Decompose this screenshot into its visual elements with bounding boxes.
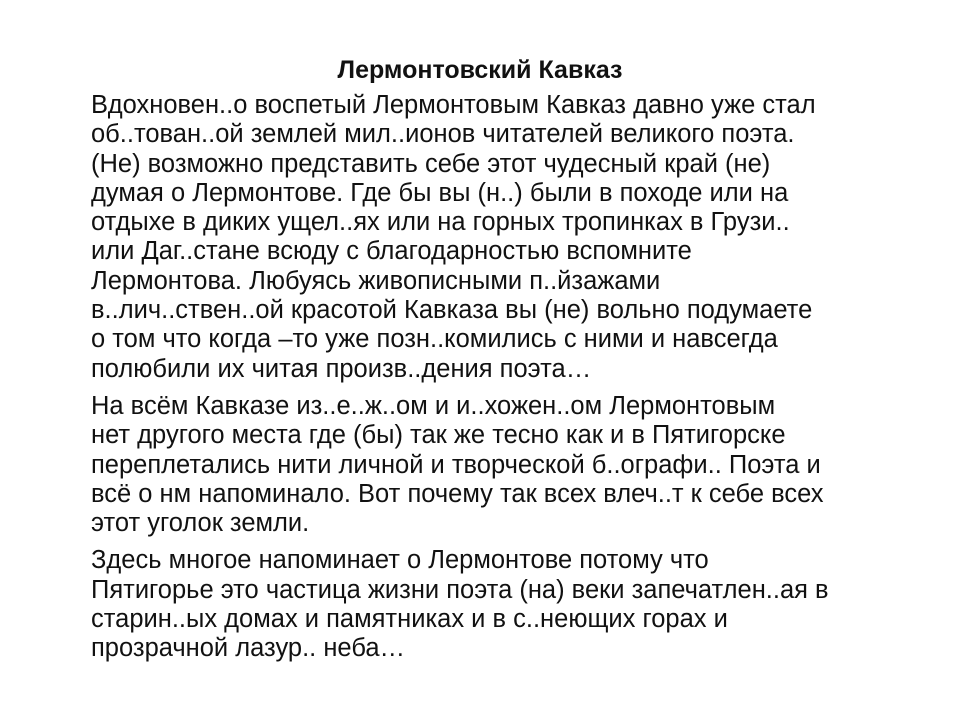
- text-line: о том что когда –то уже позн..комились с ними и навсегда: [91, 325, 778, 354]
- paragraph-3: [91, 546, 911, 663]
- text-line: об..тован..ой землей мил..ионов читателей великого поэта.: [91, 120, 795, 149]
- text-line: Здесь многое напоминает о Лермонтове потому что: [91, 546, 709, 575]
- text-line: Пятигорье это частица жизни поэта (на) веки запечатлен..ая в: [91, 575, 829, 604]
- text-line: прозрачной лазур.. неба…: [91, 634, 406, 663]
- text-line: думая о Лермонтове. Где бы вы (н..) были в походе или на: [91, 178, 789, 207]
- text-line: отдыхе в диких ущел..ях или на горных тропинках в Грузи..: [91, 208, 790, 237]
- text-line: старин..ых домах и памятниках и в с..неющих горах и: [91, 605, 728, 634]
- text-line: Вдохновен..о воспетый Лермонтовым Кавказ давно уже стал: [91, 91, 816, 119]
- text-line: переплетались нити личной и творческой б..ографи.. Поэта и: [91, 450, 821, 479]
- text-line: нет другого места где (бы) так же тесно как и в Пятигорске: [91, 421, 786, 450]
- slide-title: Лермонтовский Кавказ: [337, 56, 623, 84]
- text-line: На всём Кавказе из..е..ж..ом и и..хожен..ом Лермонтовым: [91, 391, 776, 420]
- text-line: всё о нм напоминало. Вот почему так всех влеч..т к себе всех: [91, 479, 824, 508]
- text-line: полюбили их читая произв..дения поэта…: [91, 354, 592, 383]
- text-line: этот уголок земли.: [91, 509, 310, 538]
- paragraph-2: [91, 392, 911, 538]
- text-line: в..лич..ствен..ой красотой Кавказа вы (не) вольно подумаете: [91, 296, 813, 325]
- slide-body: [91, 91, 911, 664]
- text-line: (Не) возможно представить себе этот чудесный край (не): [91, 149, 771, 178]
- paragraph-1: [91, 91, 911, 384]
- text-line: или Даг..стане всюду с благодарностью вспомните: [91, 237, 692, 266]
- text-line: Лермонтова. Любуясь живописными п..йзажами: [91, 266, 661, 295]
